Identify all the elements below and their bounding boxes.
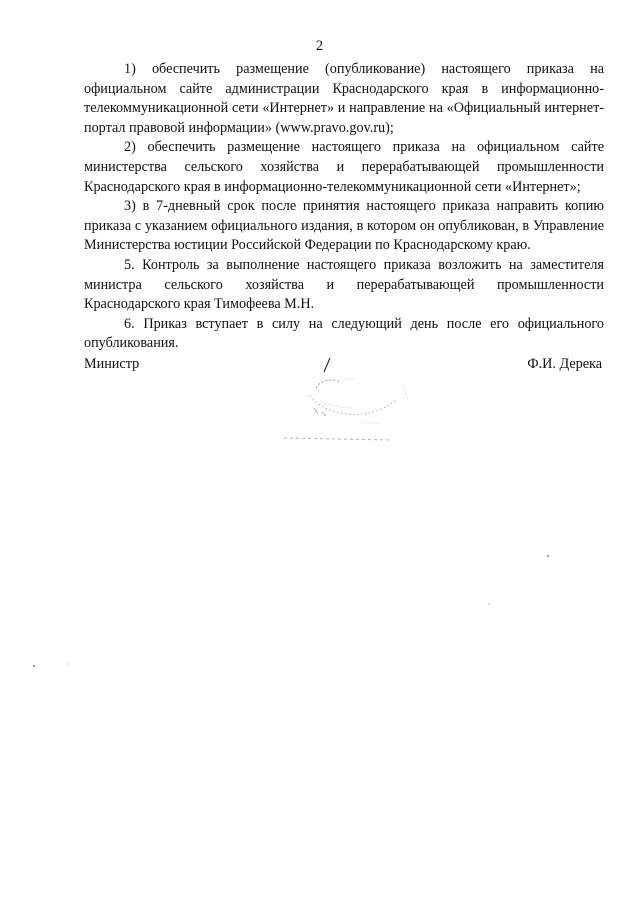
signer-name: Ф.И. Дерека	[527, 356, 602, 372]
page-number: 2	[315, 38, 324, 54]
document-body	[84, 60, 604, 354]
paragraph-item-6: 6. Приказ вступает в силу на следующий день после его официального опубликования.	[84, 315, 604, 352]
paragraph-item-3: 3) в 7-дневный срок после принятия настоящего приказа направить копию приказа с указанием официального издания, в котором он опубликован, в Управление Министерства юстиции Российской Федерации по Краснодарскому краю.	[84, 198, 604, 254]
handwritten-signature-icon	[280, 350, 440, 450]
signer-title: Министр	[84, 356, 140, 372]
paragraph-item-2: 2) обеспечить размещение настоящего приказа на официальном сайте министерства сельского хозяйства и перерабатывающей промышленности Краснодарского края в информационно-телекоммуникационной сети «Интернет»;	[84, 139, 604, 195]
paragraph-item-1: 1) обеспечить размещение (опубликование) настоящего приказа на официальном сайте администрации Краснодарского края в информационно-телекоммуникационной сети «Интернет» и направление на «Официальный интернет-портал правовой информации» (www.pravo.gov.ru);	[84, 61, 604, 136]
paragraph-item-5: 5. Контроль за выполнение настоящего приказа возложить на заместителя министра сельского хозяйства и перерабатывающей промышленности Краснодарского края Тимофеева М.Н.	[84, 256, 604, 313]
